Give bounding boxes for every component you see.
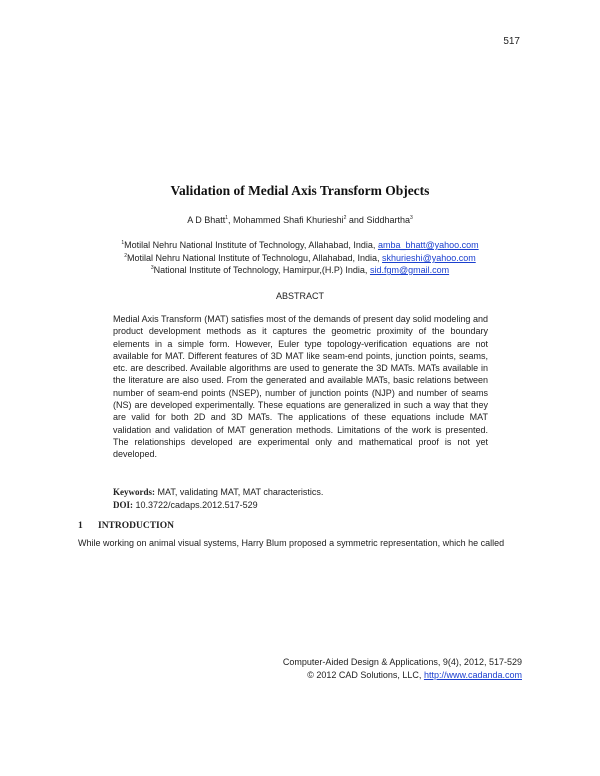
author-superscript: 3 [410,215,413,221]
footer-journal: Computer-Aided Design & Applications, 9(4), 2012, 517-529 [282,657,522,667]
author-name: A D Bhatt [187,215,226,225]
footer-copyright-line [307,670,522,680]
author-name: Mohammed Shafi Khurieshi [233,215,344,225]
affiliation-1 [0,240,600,250]
affiliation-superscript: 2 [124,253,128,259]
author-list: A D Bhatt$^1$, Mohammed Shafi Khurieshi$^2$ and Siddhartha$^3$ [187,215,413,225]
section-number: 1 [78,521,83,531]
page-number: 517 [503,36,520,47]
affiliation-3 [0,265,600,275]
author-name: Siddhartha [366,215,410,225]
doi-text: 10.3722/cadaps.2012.517-529 [135,500,258,510]
author-conjunction: and [348,215,364,225]
abstract-body: Medial Axis Transform (MAT) satisfies most of the demands of present day solid modeling and product development methods as it captures the geometric proximity of the boundary elements in a simple form. However, Euler type topology-verification equations are not available for MAT. Different features of 3D MAT like seam-end points, junction points, seams, etc. are described. Available algorithms are used to generate the 3D MATs. MATs available in the literature are also used. From the generated and available MATs, basic relations between number of seam-end points (NSEP), number of junction points (NJP) and number of seams (NS) are developed experimentally. These equations are generalized in such a way that they are valid for both 2D and 3D MATs. The applications of these equations include MAT validation and validation of MAT generation methods. Limitations of the work is presented. The relationships developed are experimental only and mathematical proof is not yet developed. [113,314,488,460]
email-link[interactable]: sid.fgm@gmail.com [369,265,450,275]
affiliation-text: National Institute of Technology, Hamirpur,(H.P) India, [153,265,368,275]
intro-paragraph: While working on animal visual systems, Harry Blum proposed a symmetric representation, which he called [78,538,505,548]
keywords-label: Keywords: [113,487,155,497]
doi-label: DOI: [113,500,133,510]
abstract-heading: ABSTRACT [275,291,324,301]
keywords-text: MAT, validating MAT, MAT characteristics. [157,487,324,497]
section-heading [78,521,174,531]
affiliation-2 [0,253,600,263]
footer-url-link[interactable]: http://www.cadanda.com [423,670,522,680]
author-superscript: 2 [343,215,347,221]
doi-line [113,500,513,510]
affiliation-superscript: 1 [121,240,125,246]
email-link[interactable]: amba_bhatt@yahoo.com [377,240,479,250]
keywords-line [113,487,513,497]
email-link[interactable]: skhurieshi@yahoo.com [382,253,476,263]
affiliation-text: Motilal Nehru National Institute of Technologu, Allahabad, India, [127,253,380,263]
footer-copyright: © 2012 CAD Solutions, LLC, [307,670,422,680]
author-superscript: 1 [225,215,229,221]
affiliation-text: Motilal Nehru National Institute of Technology, Allahabad, India, [124,240,376,250]
section-title: INTRODUCTION [98,521,175,531]
paper-title: Validation of Medial Axis Transform Objects [170,183,430,198]
affiliation-superscript: 3 [150,265,154,271]
